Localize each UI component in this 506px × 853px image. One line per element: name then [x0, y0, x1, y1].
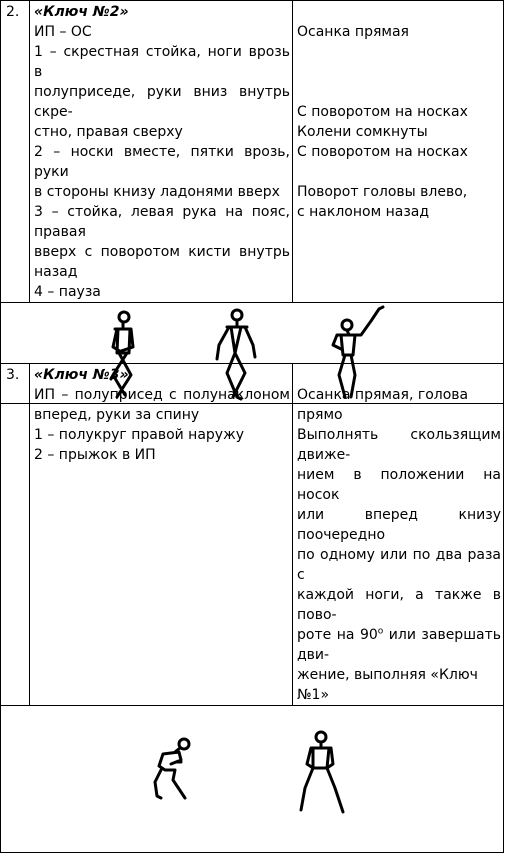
step-line: 2 – прыжок в ИП [34, 447, 156, 463]
note-line: Колени сомкнуты [297, 124, 428, 140]
exercise-number: 2. [6, 4, 20, 20]
step-line: вперед, руки за спину [34, 407, 200, 423]
note-line: каждой ноги, а также в пово- [297, 587, 501, 623]
step-line: полуприседе, руки вниз внутрь скре- [34, 84, 290, 120]
note-line: или вперед книзу поочередно [297, 507, 501, 543]
exercise-table-2 [0, 0, 504, 404]
figure-cell [1, 706, 504, 853]
figure-row-3 [1, 706, 504, 853]
step-line: вверх с поворотом кисти внутрь назад [34, 244, 290, 280]
step-line: 2 – носки вместе, пятки врозь, руки [34, 144, 290, 180]
step-line: 3 – стойка, левая рука на пояс, правая [34, 204, 290, 240]
note-line: Выполнять скользящим движе- [297, 427, 501, 463]
step-line: стно, правая сверху [34, 124, 183, 140]
note-line: жение, выполняя «Ключ №1» [297, 667, 478, 703]
exercise-table-3 [0, 363, 504, 853]
exercise-row-3 [1, 364, 504, 706]
note-line: С поворотом на носках [297, 144, 468, 160]
note-line: по одному или по два раза с [297, 547, 501, 583]
step-line: ИП – ОС [34, 24, 92, 40]
note-line: с наклоном назад [297, 204, 430, 220]
note-line: нием в положении на носок [297, 467, 501, 503]
note-line: Осанка прямая, голова прямо [297, 387, 469, 423]
exercise-number: 3. [6, 367, 20, 383]
exercise-title: «Ключ №3» [34, 367, 129, 383]
exercise-title: «Ключ №2» [34, 4, 129, 20]
exercise-notes-cell [293, 1, 504, 303]
exercise-row-2 [1, 1, 504, 303]
note-line: роте на $90^о$ или завершать дви- [297, 626, 501, 663]
step-line: ИП – полуприсед с полунаклоном [34, 387, 290, 403]
exercise-number-cell [1, 364, 30, 706]
exercise-number-cell [1, 1, 30, 303]
stick-figure-half-squat [151, 736, 197, 804]
exercise-description-cell [30, 1, 293, 303]
step-line: в стороны книзу ладонями вверх [34, 184, 280, 200]
exercise-description-cell [30, 364, 293, 706]
note-line: С поворотом на носках [297, 104, 468, 120]
exercise-notes-cell [293, 364, 504, 706]
step-line: 4 – пауза [34, 284, 101, 300]
note-line: Поворот головы влево, [297, 184, 468, 200]
stick-figure-jump [297, 728, 349, 816]
note-line: Осанка прямая [297, 24, 409, 40]
step-line: 1 – скрестная стойка, ноги врозь в [34, 44, 290, 80]
step-line: 1 – полукруг правой наружу [34, 427, 244, 443]
